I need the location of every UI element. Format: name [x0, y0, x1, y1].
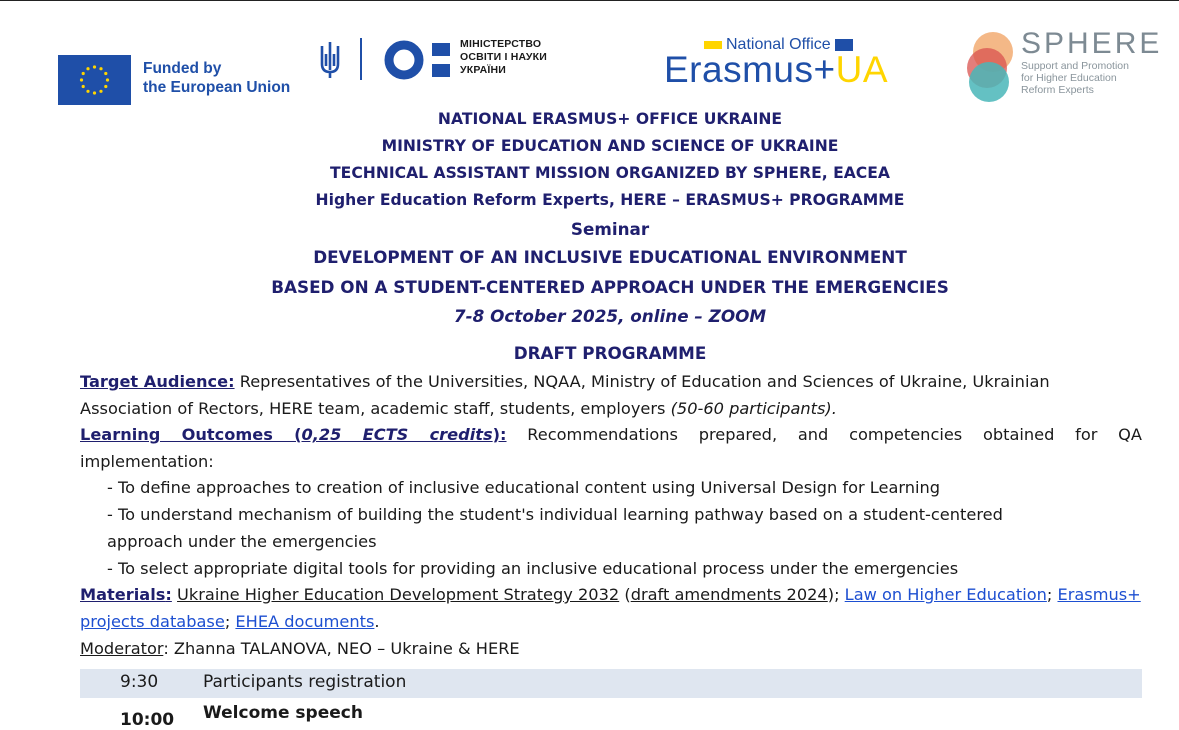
learning-outcomes	[80, 422, 1142, 475]
header-line1: NATIONAL ERASMUS+ OFFICE UKRAINE	[437, 110, 783, 128]
eu-text-line1: Funded by	[143, 60, 222, 77]
materials	[80, 582, 1142, 635]
erasmus-plus-text: Erasmus+	[664, 49, 836, 90]
erasmus-logo-text	[664, 50, 888, 90]
header-line4: Higher Education Reform Experts, HERE – ERASMUS+ PROGRAMME	[315, 191, 905, 209]
ua-trident-icon	[318, 40, 342, 80]
outcomes-label: Learning Outcomes (	[80, 425, 302, 444]
sphere-logo-icon	[965, 30, 1015, 104]
ects-credits: 0,25 ECTS credits	[301, 425, 493, 444]
materials-end: .	[374, 611, 380, 631]
materials-sep1: ;	[1046, 585, 1053, 604]
top-border	[0, 0, 1179, 1]
materials-paren-close: );	[827, 585, 845, 604]
moderator	[80, 636, 1142, 663]
ministry-name	[460, 38, 547, 77]
ministry-line1: МІНІСТЕРСТВО	[460, 38, 542, 50]
law-higher-education-link[interactable]: Law on Higher Education	[844, 585, 1047, 604]
yellow-bar-icon	[704, 41, 722, 49]
header-line3: TECHNICAL ASSISTANT MISSION ORGANIZED BY SPHERE, EACEA	[330, 164, 890, 182]
erasmus-office-text: National Office	[726, 36, 831, 53]
target-audience	[80, 369, 1142, 422]
seminar-date: 7-8 October 2025, online – ZOOM	[453, 306, 767, 326]
ministry-line3: УКРАЇНИ	[460, 64, 507, 76]
draft-amendments-link[interactable]: draft amendments 2024	[630, 585, 828, 604]
outcome-bullet-2: - To understand mechanism of building the student's individual learning pathway based on a student-centered	[107, 505, 1003, 524]
ministry-o-icon	[384, 40, 424, 80]
programme-title: DRAFT PROGRAMME	[513, 343, 707, 363]
erasmus-projects-db-link[interactable]: Erasmus+ projects database	[80, 585, 1141, 631]
schedule-activity: Welcome speech	[203, 703, 363, 723]
eu-funding-text	[143, 59, 290, 97]
sphere-sub-line1: Support and Promotion	[1021, 60, 1129, 72]
eu-text-line2: the European Union	[143, 79, 291, 96]
outcomes-text: Recommendations prepared, and competencies obtained for QA implementation:	[80, 425, 1142, 471]
schedule-activity: Participants registration	[203, 672, 407, 692]
materials-sep2: ;	[224, 611, 236, 631]
seminar-title-line2: BASED ON A STUDENT-CENTERED APPROACH UNDER THE EMERGENCIES	[271, 277, 949, 297]
seminar-title-line1: DEVELOPMENT OF AN INCLUSIVE EDUCATIONAL ENVIRONMENT	[313, 247, 907, 267]
schedule-time: 10:00	[120, 710, 175, 730]
materials-label: Materials	[80, 585, 166, 604]
outcome-bullet-2-cont: approach under the emergencies	[107, 532, 377, 551]
participant-count: (50-60 participants).	[670, 398, 837, 418]
schedule-row	[80, 669, 1142, 698]
sphere-sub-line2: for Higher Education	[1021, 72, 1117, 84]
header-line2: MINISTRY OF EDUCATION AND SCIENCE OF UKRAINE	[381, 137, 839, 155]
ehea-documents-link[interactable]: EHEA documents	[235, 611, 375, 631]
sphere-sub-line3: Reform Experts	[1021, 84, 1094, 96]
moderator-text: : Zhanna TALANOVA, NEO – Ukraine & HERE	[163, 639, 520, 658]
sphere-subtitle	[1021, 60, 1129, 96]
ministry-separator	[360, 38, 362, 80]
materials-colon: :	[165, 585, 172, 604]
outcomes-label-end: ):	[492, 425, 507, 444]
moderator-label: Moderator	[80, 639, 164, 658]
strategy-2032-link[interactable]: Ukraine Higher Education Development Strategy 2032	[177, 585, 620, 604]
outcome-bullet-3: - To select appropriate digital tools for providing an inclusive educational process under the emergencies	[107, 559, 959, 578]
ministry-equals-icon	[432, 40, 450, 80]
erasmus-ua-text: UA	[835, 49, 888, 90]
target-audience-label: Target Audience:	[80, 372, 235, 391]
ministry-line2: ОСВІТИ І НАУКИ	[460, 51, 548, 63]
sphere-title: SPHERE	[1021, 27, 1163, 60]
schedule-time: 9:30	[120, 672, 159, 692]
target-audience-text: Representatives of the Universities, NQAA, Ministry of Education and Sciences of Ukraine, Ukrainian Association of Rectors, HERE team, academic staff, students, employers	[80, 372, 1050, 418]
eu-flag-logo	[58, 55, 131, 105]
seminar-label: Seminar	[570, 219, 650, 239]
materials-paren-open: (	[619, 585, 631, 604]
outcome-bullet-1: - To define approaches to creation of inclusive educational content using Universal Design for Learning	[107, 478, 941, 497]
schedule-row	[80, 700, 1142, 730]
